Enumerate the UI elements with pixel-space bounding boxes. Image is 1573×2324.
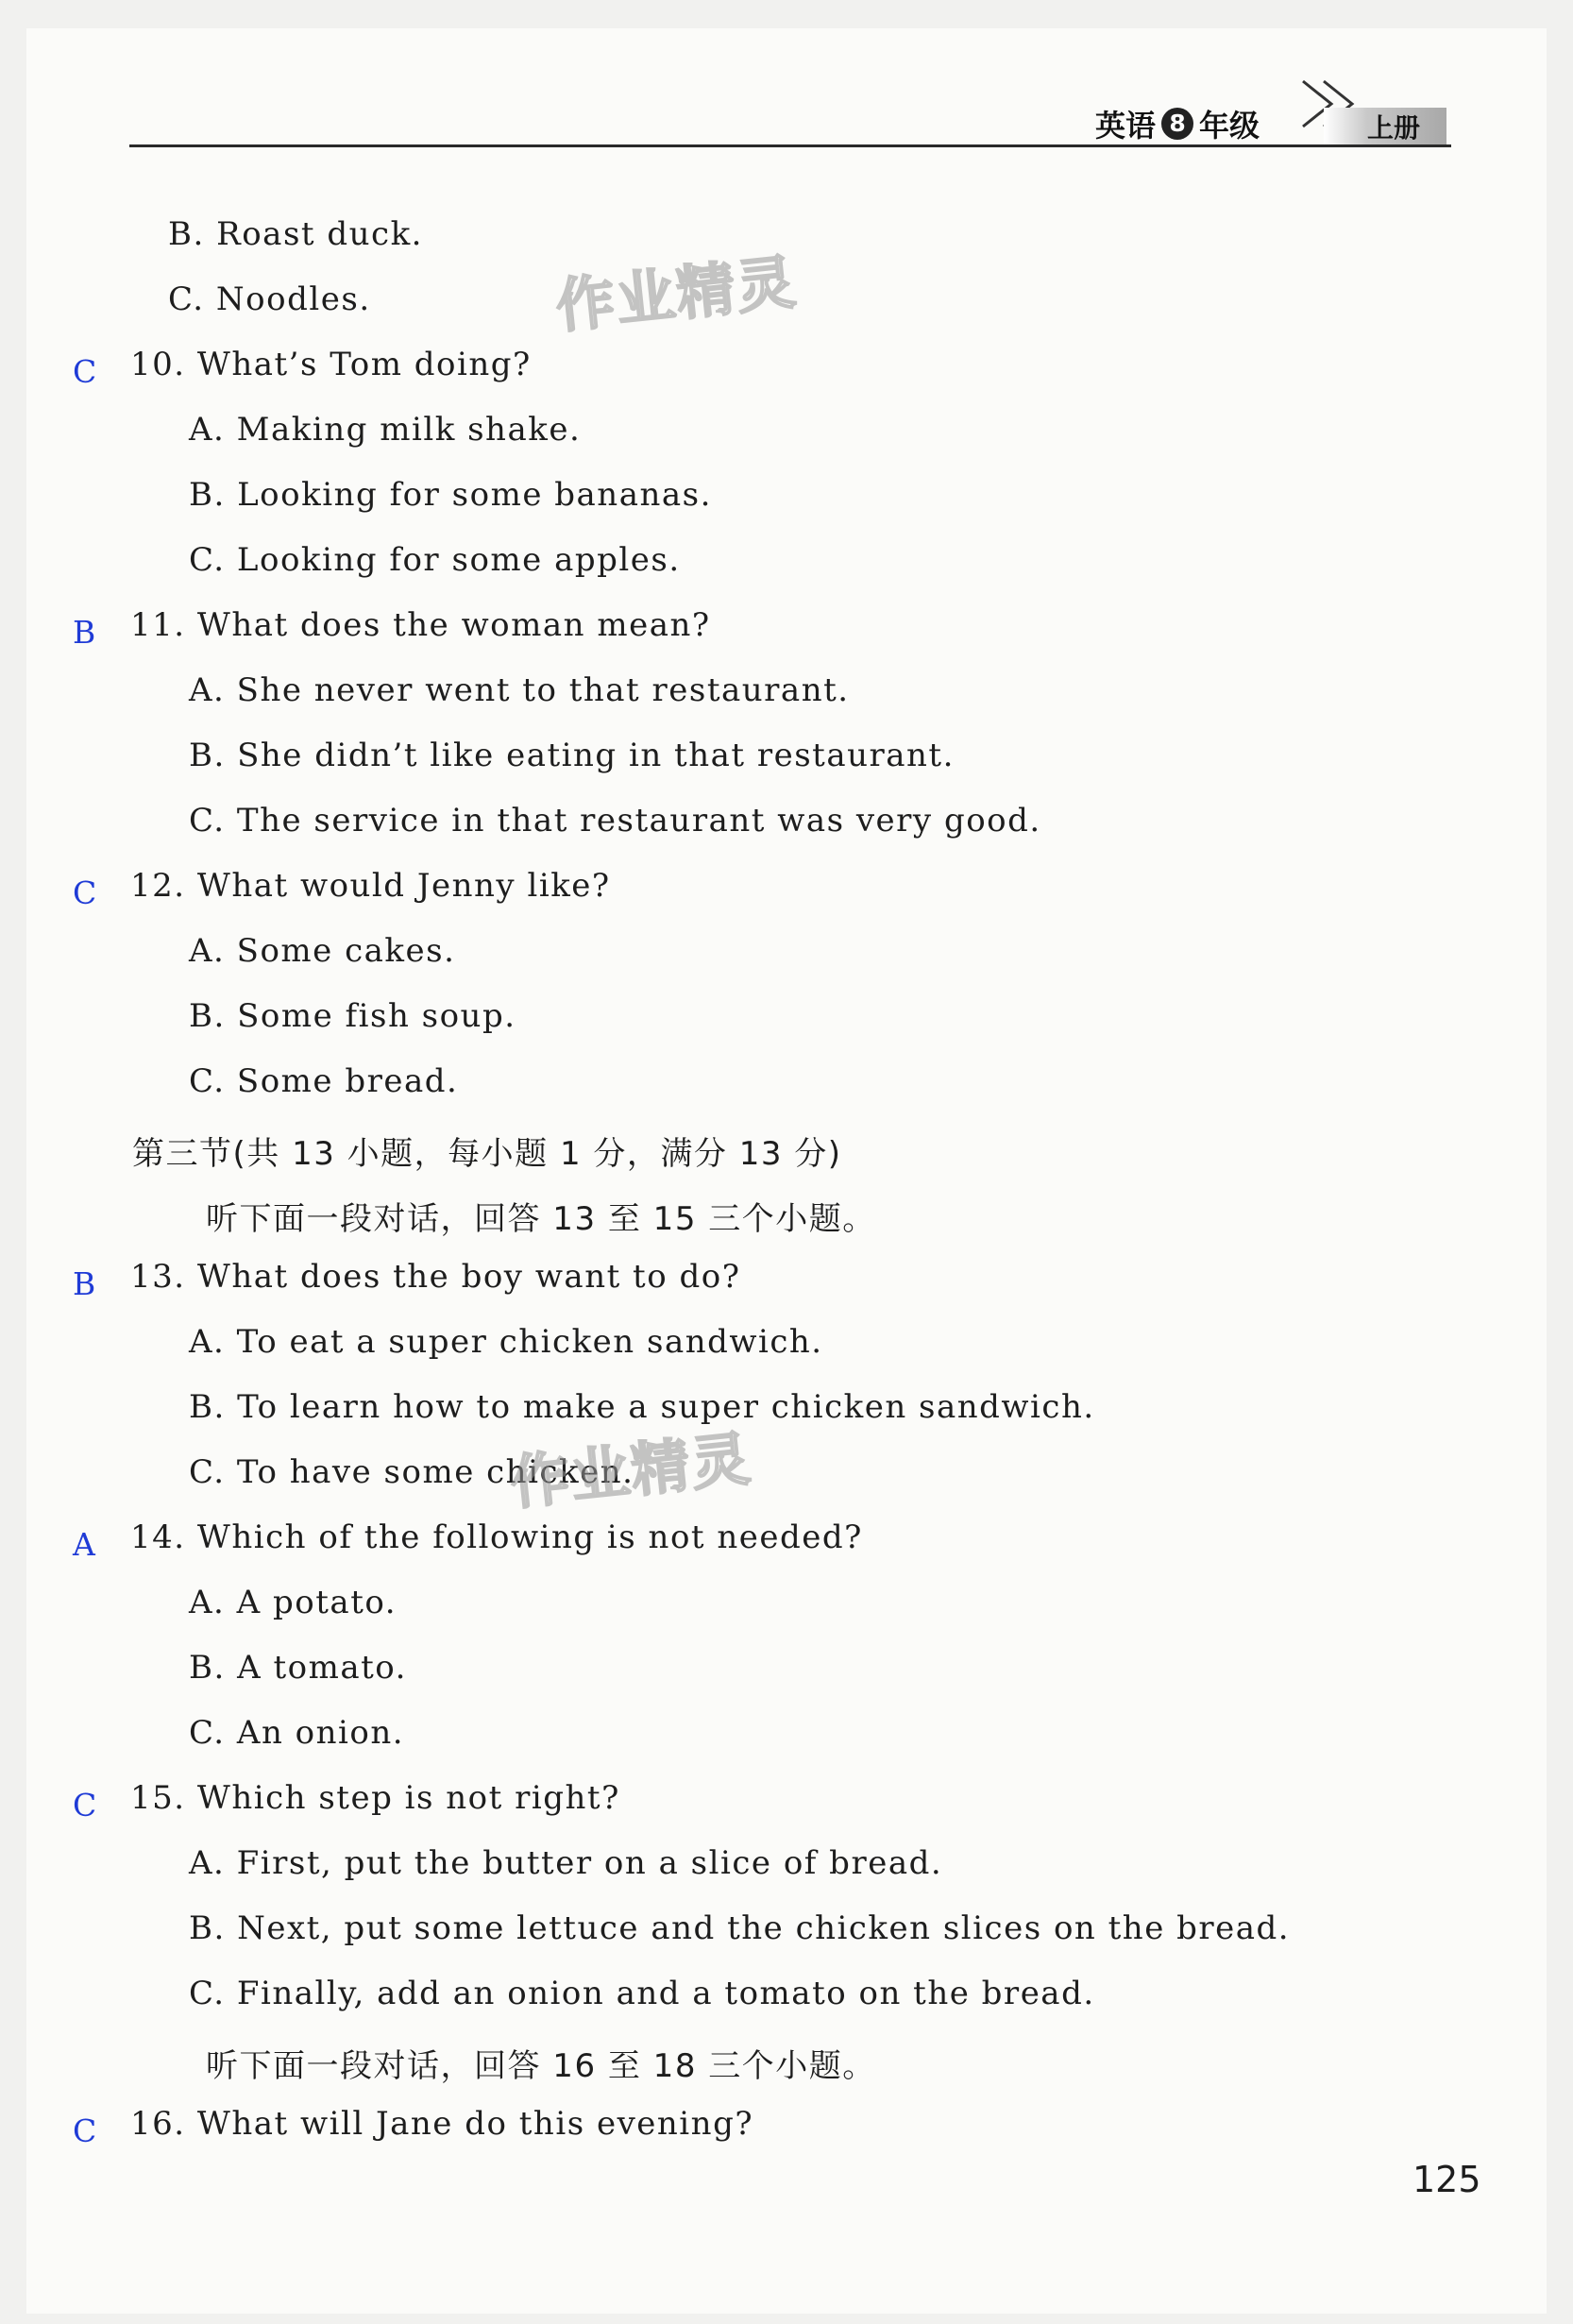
volume-tab	[1324, 108, 1446, 145]
answer-mark: C	[73, 874, 97, 911]
question-line: 15. Which step is not right?	[130, 1779, 620, 1817]
option-line: C. Noodles.	[168, 280, 371, 318]
question-line: 14. Which of the following is not needed?	[130, 1518, 863, 1556]
answer-mark: B	[73, 614, 96, 651]
question-line: 13. What does the boy want to do?	[130, 1258, 741, 1296]
header-subject: 英语	[1095, 108, 1157, 144]
page-header	[1095, 102, 1260, 145]
option-line: C. The service in that restaurant was very good.	[189, 802, 1041, 840]
option-line: A. She never went to that restaurant.	[189, 671, 850, 709]
option-line: C. Some bread.	[189, 1062, 459, 1100]
instruction-line: 听下面一段对话，回答 13 至 15 三个小题。	[206, 1200, 876, 1238]
option-line: B. Some fish soup.	[189, 997, 516, 1035]
question-line: 10. What’s Tom doing?	[130, 346, 532, 383]
answer-mark: C	[73, 1787, 97, 1824]
header-rule	[129, 144, 1451, 147]
page-number: 125	[1412, 2159, 1481, 2200]
option-line: A. First, put the butter on a slice of bread.	[189, 1844, 943, 1882]
question-line: 16. What will Jane do this evening?	[130, 2105, 754, 2143]
answer-mark: B	[73, 1265, 96, 1302]
header-grade-label: 年级	[1199, 108, 1260, 144]
option-line: B. A tomato.	[189, 1649, 407, 1687]
option-line: B. To learn how to make a super chicken sandwich.	[189, 1388, 1095, 1426]
option-line: B. Roast duck.	[168, 215, 423, 253]
option-line: C. An onion.	[189, 1714, 405, 1752]
answer-mark: C	[73, 353, 97, 390]
option-line: A. To eat a super chicken sandwich.	[189, 1323, 823, 1361]
option-line: A. A potato.	[189, 1584, 397, 1621]
option-line: B. Looking for some bananas.	[189, 476, 712, 514]
answer-mark: C	[73, 2112, 97, 2149]
watermark: 作业精灵	[507, 1423, 755, 1518]
option-line: C. Looking for some apples.	[189, 541, 681, 579]
option-line: C. To have some chicken.	[189, 1453, 634, 1491]
watermark: 作业精灵	[552, 246, 801, 342]
instruction-line: 听下面一段对话，回答 16 至 18 三个小题。	[206, 2047, 876, 2085]
option-line: A. Some cakes.	[189, 932, 456, 970]
option-line: A. Making milk shake.	[189, 411, 582, 449]
volume-label: 上册	[1366, 112, 1420, 144]
option-line: B. Next, put some lettuce and the chicken slices on the bread.	[189, 1909, 1291, 1947]
grade-badge: 8	[1161, 108, 1193, 140]
option-line: C. Finally, add an onion and a tomato on the bread.	[189, 1975, 1095, 2012]
question-line: 12. What would Jenny like?	[130, 867, 611, 905]
option-line: B. She didn’t like eating in that restaurant.	[189, 737, 955, 774]
question-line: 11. What does the woman mean?	[130, 606, 711, 644]
answer-mark: A	[73, 1526, 95, 1563]
section-heading: 第三节(共 13 小题，每小题 1 分，满分 13 分)	[132, 1135, 842, 1173]
